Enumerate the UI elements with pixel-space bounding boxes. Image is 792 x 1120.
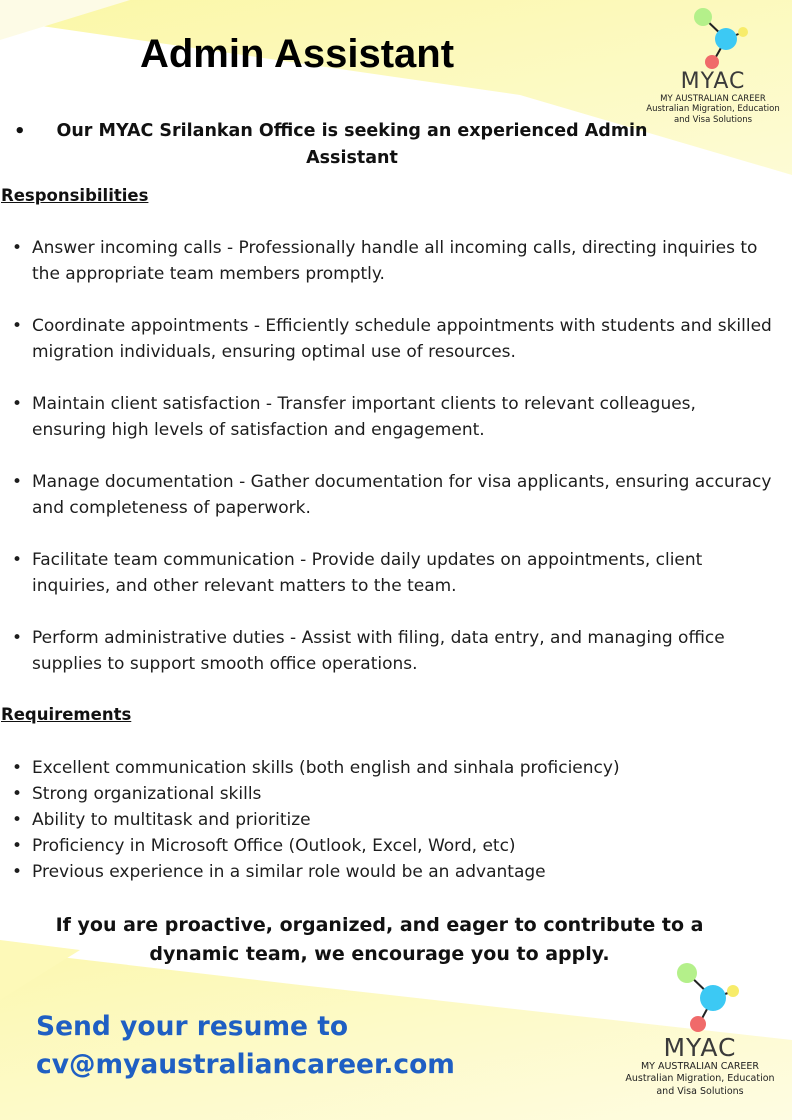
closing-statement: If you are proactive, organized, and eager to contribute to a dynamic team, we encourage you to apply. xyxy=(55,914,704,965)
logo-brand: MYAC xyxy=(680,69,746,94)
list-item: • Answer incoming calls - Professionally handle all incoming calls, directing inquiries to the appropriate team members promptly. xyxy=(32,235,772,287)
list-item: • Manage documentation - Gather documentation for visa applicants, ensuring accuracy and completeness of paperwork. xyxy=(32,469,772,521)
list-item: • Previous experience in a similar role would be an advantage xyxy=(32,859,772,885)
logo-tagline: Australian Migration, Education xyxy=(625,1073,775,1084)
list-item: • Perform administrative duties - Assist with filing, data entry, and managing office supplies to support smooth office operations. xyxy=(32,625,772,677)
responsibilities-list xyxy=(32,235,772,703)
intro-text: Our MYAC Srilankan Office is seeking an experienced Admin Assistant xyxy=(56,121,648,168)
molecule-logo-icon xyxy=(655,958,745,1036)
requirements-heading: Requirements xyxy=(1,705,132,724)
list-item: • Coordinate appointments - Efficiently schedule appointments with students and skilled migration individuals, ensuring optimal use of resources. xyxy=(32,313,772,365)
cta-text: Send your resume to xyxy=(36,1011,349,1042)
logo-tagline: and Visa Solutions xyxy=(656,1086,744,1097)
logo-brand: MYAC xyxy=(663,1033,737,1062)
page-title: Admin Assistant xyxy=(139,32,455,76)
send-resume-cta xyxy=(36,1008,556,1084)
logo-company-name: MY AUSTRALIAN CAREER xyxy=(660,94,766,104)
logo-company-name: MY AUSTRALIAN CAREER xyxy=(640,1061,760,1072)
responsibilities-heading: Responsibilities xyxy=(1,186,149,205)
bullet-icon: • xyxy=(14,121,26,142)
logo-top xyxy=(634,4,792,126)
logo-tagline: and Visa Solutions xyxy=(673,115,753,125)
list-item: • Excellent communication skills (both english and sinhala proficiency) xyxy=(32,755,772,781)
email-link[interactable]: cv@myaustraliancareer.com xyxy=(36,1049,455,1080)
logo-bottom xyxy=(614,958,786,1098)
requirements-list xyxy=(32,755,772,885)
list-item: • Facilitate team communication - Provide daily updates on appointments, client inquiries, and other relevant matters to the team. xyxy=(32,547,772,599)
molecule-logo-icon xyxy=(673,4,753,72)
logo-tagline: Australian Migration, Education xyxy=(646,104,780,114)
list-item: • Maintain client satisfaction - Transfer important clients to relevant colleagues, ensuring high levels of satisfaction and engagement. xyxy=(32,391,772,443)
intro-statement xyxy=(14,118,654,172)
list-item: • Strong organizational skills xyxy=(32,781,772,807)
list-item: • Ability to multitask and prioritize xyxy=(32,807,772,833)
list-item: • Proficiency in Microsoft Office (Outlook, Excel, Word, etc) xyxy=(32,833,772,859)
